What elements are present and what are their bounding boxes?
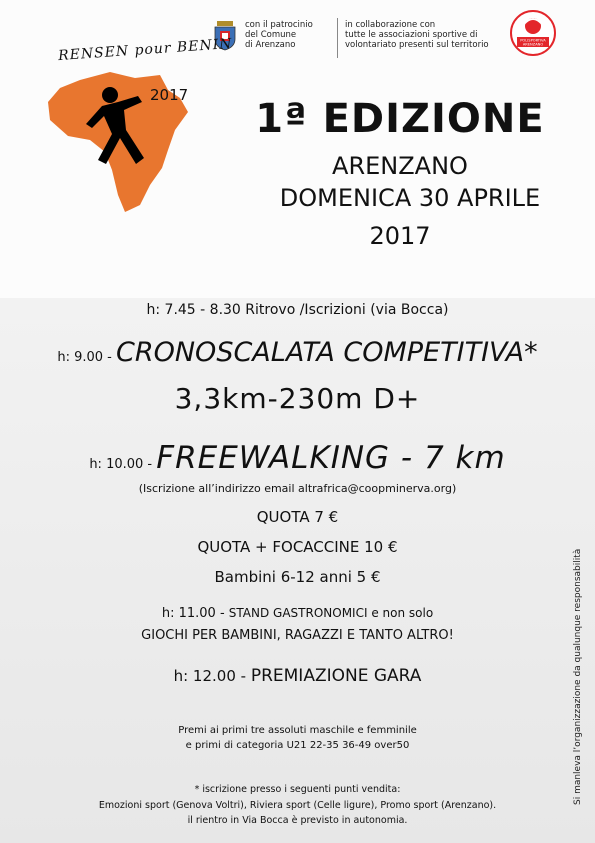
prizes-line-1: Premi ai primi tre assoluti maschile e femminile	[178, 725, 417, 736]
quota-2: QUOTA + FOCACCINE 10 €	[197, 538, 398, 556]
patrocinio-text	[245, 20, 313, 50]
footer-line-1: * iscrizione presso i seguenti punti vendita:	[194, 784, 401, 795]
free-time: h: 10.00 -	[89, 457, 153, 472]
crono-details: 3,3km-230m D+	[174, 382, 421, 415]
free-note: (Iscrizione all’indirizzo email altrafrica@coopminerva.org)	[138, 482, 457, 495]
collaborazione-text	[345, 20, 489, 50]
crono-time: h: 9.00 -	[57, 350, 112, 365]
ritrovo-text: Ritrovo /Iscrizioni (via Bocca)	[245, 302, 449, 318]
cronoscalata-row	[0, 337, 595, 368]
svg-text:ARENZANO: ARENZANO	[522, 42, 544, 47]
stand-text: STAND GASTRONOMICI e non solo	[228, 606, 434, 620]
giochi-text: GIOCHI PER BAMBINI, RAGAZZI E TANTO ALTRO!	[141, 628, 454, 643]
ritrovo-row	[0, 302, 595, 318]
svg-text:POLISPORTIVA: POLISPORTIVA	[520, 38, 546, 43]
logo-title: RENSEN pour BENIN	[57, 35, 233, 65]
ritrovo-time: h: 7.45 - 8.30	[146, 302, 241, 318]
quota-1: QUOTA 7 €	[256, 508, 339, 526]
premiazione-row	[0, 666, 595, 686]
collaborazione-line: volontariato presenti sul territorio	[345, 40, 489, 50]
logo-year: 2017	[150, 86, 189, 104]
stand-time: h: 11.00 -	[161, 606, 225, 621]
city-title: ARENZANO	[332, 152, 468, 180]
footer-line-3: il rientro in Via Bocca è previsto in autonomia.	[187, 815, 408, 826]
header-divider	[337, 18, 338, 58]
crono-title: CRONOSCALATA COMPETITIVA*	[116, 337, 538, 368]
patrocinio-line: con il patrocinio	[245, 20, 313, 30]
footer-line-2: Emozioni sport (Genova Voltri), Riviera sport (Celle ligure), Promo sport (Arenzano).	[98, 800, 497, 811]
polisportiva-logo	[510, 10, 556, 56]
patrocinio-line: del Comune	[245, 30, 297, 40]
patrocinio-line: di Arenzano	[245, 40, 296, 50]
collaborazione-line: tutte le associazioni sportive di	[345, 30, 478, 40]
prem-text: PREMIAZIONE GARA	[250, 666, 422, 686]
collaborazione-line: in collaborazione con	[345, 20, 436, 30]
edition-title: 1ª EDIZIONE	[255, 96, 545, 142]
freewalking-row	[0, 440, 595, 476]
date-title: DOMENICA 30 APRILE	[279, 184, 541, 212]
prem-time: h: 12.00 -	[173, 667, 247, 685]
rensen-benin-logo	[40, 40, 220, 220]
year-title: 2017	[369, 222, 431, 250]
disclaimer-text: Si manleva l’organizzazione da qualunque responsabilità	[573, 548, 583, 805]
stand-row	[0, 606, 595, 621]
free-title: FREEWALKING - 7 km	[156, 440, 506, 476]
prizes-line-2: e primi di categoria U21 22-35 36-49 over50	[185, 740, 410, 751]
quota-3: Bambini 6-12 anni 5 €	[214, 568, 381, 586]
